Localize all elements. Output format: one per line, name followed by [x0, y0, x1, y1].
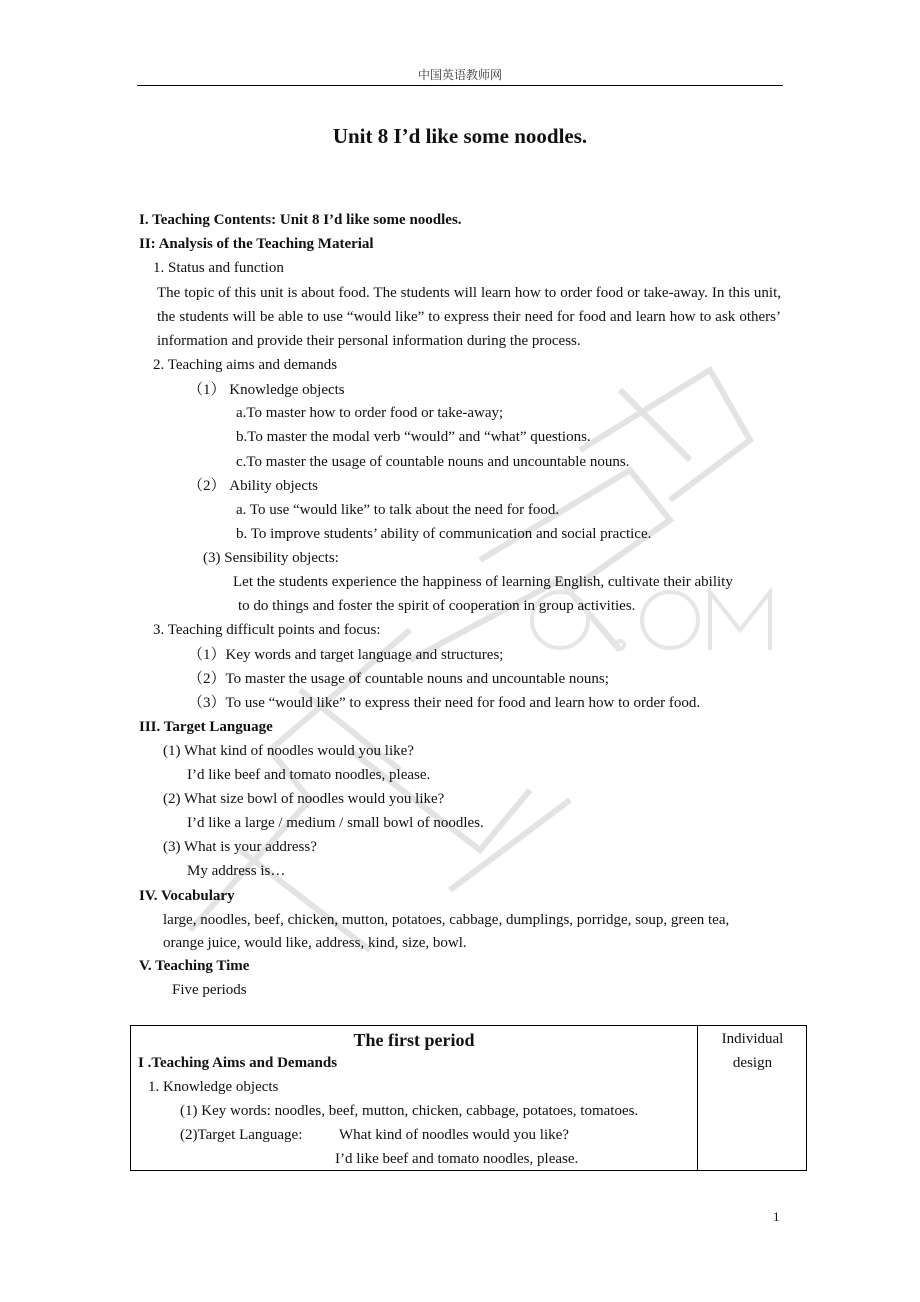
knowledge-object-a: a.To master how to order food or take-away; — [236, 405, 504, 421]
sensibility-line-2: to do things and foster the spirit of cooperation in group activities. — [238, 598, 636, 614]
table-title: The first period — [353, 1030, 475, 1050]
table-target-question: What kind of noodles would you like? — [339, 1127, 569, 1143]
vocabulary-line-2: orange juice, would like, address, kind, size, bowl. — [163, 935, 467, 951]
ability-object-b: b. To improve students’ ability of communication and social practice. — [236, 526, 652, 542]
target-question-2: (2) What size bowl of noodles would you like? — [163, 791, 445, 807]
table-target-answer: I’d like beef and tomato noodles, please. — [335, 1151, 579, 1167]
knowledge-objects-heading: （1） Knowledge objects — [188, 382, 345, 398]
difficult-point-3: （3）To use “would like” to express their need for food and learn how to order food. — [188, 695, 701, 711]
document-title: Unit 8 I’d like some noodles. — [332, 124, 588, 148]
target-question-1: (1) What kind of noodles would you like? — [163, 743, 414, 759]
status-function-item: 1. Status and function — [153, 260, 284, 276]
target-answer-1: I’d like beef and tomato noodles, please. — [187, 767, 431, 783]
table-knowledge-item: 1. Knowledge objects — [148, 1079, 279, 1095]
knowledge-object-c: c.To master the usage of countable nouns and uncountable nouns. — [236, 454, 630, 470]
header-divider — [137, 85, 783, 86]
table-aims-heading: I .Teaching Aims and Demands — [138, 1055, 338, 1071]
target-answer-2: I’d like a large / medium / small bowl of noodles. — [187, 815, 484, 831]
header-site-name: 中国英语教师网 — [417, 68, 502, 82]
table-key-words: (1) Key words: noodles, beef, mutton, chicken, cabbage, potatoes, tomatoes. — [180, 1103, 639, 1119]
status-function-paragraph: The topic of this unit is about food. The students will learn how to order food or take-away. In this unit, the students will be able to use “would like” to express their need for food and learn how to ask others’ information and provide their personal information during the process. — [157, 285, 781, 349]
difficult-point-2: （2）To master the usage of countable nouns and uncountable nouns; — [188, 671, 609, 687]
section-1-heading: I. Teaching Contents: Unit 8 I’d like some noodles. — [139, 212, 462, 228]
difficult-points-item: 3. Teaching difficult points and focus: — [153, 622, 381, 638]
teaching-time-text: Five periods — [172, 982, 247, 998]
section-2-heading: II: Analysis of the Teaching Material — [139, 236, 374, 252]
vocabulary-line-1: large, noodles, beef, chicken, mutton, potatoes, cabbage, dumplings, porridge, soup, green tea, — [163, 912, 730, 928]
ability-object-a: a. To use “would like” to talk about the need for food. — [236, 502, 560, 518]
sensibility-objects-heading: (3) Sensibility objects: — [203, 550, 339, 566]
section-4-heading: IV. Vocabulary — [139, 888, 235, 904]
section-5-heading: V. Teaching Time — [139, 958, 250, 974]
section-3-heading: III. Target Language — [139, 719, 273, 735]
aims-demands-item: 2. Teaching aims and demands — [153, 357, 338, 373]
table-side-label-2: design — [732, 1055, 773, 1071]
sensibility-line-1: Let the students experience the happiness of learning English, cultivate their ability — [233, 574, 733, 590]
table-side-label-1: Individual — [721, 1031, 784, 1047]
page-number: 1 — [773, 1209, 780, 1224]
table-target-language-label: (2)Target Language: — [180, 1127, 303, 1143]
target-answer-3: My address is… — [187, 863, 286, 879]
ability-objects-heading: （2） Ability objects — [188, 478, 318, 494]
target-question-3: (3) What is your address? — [163, 839, 317, 855]
difficult-point-1: （1）Key words and target language and structures; — [188, 647, 504, 663]
knowledge-object-b: b.To master the modal verb “would” and “what” questions. — [236, 429, 591, 445]
